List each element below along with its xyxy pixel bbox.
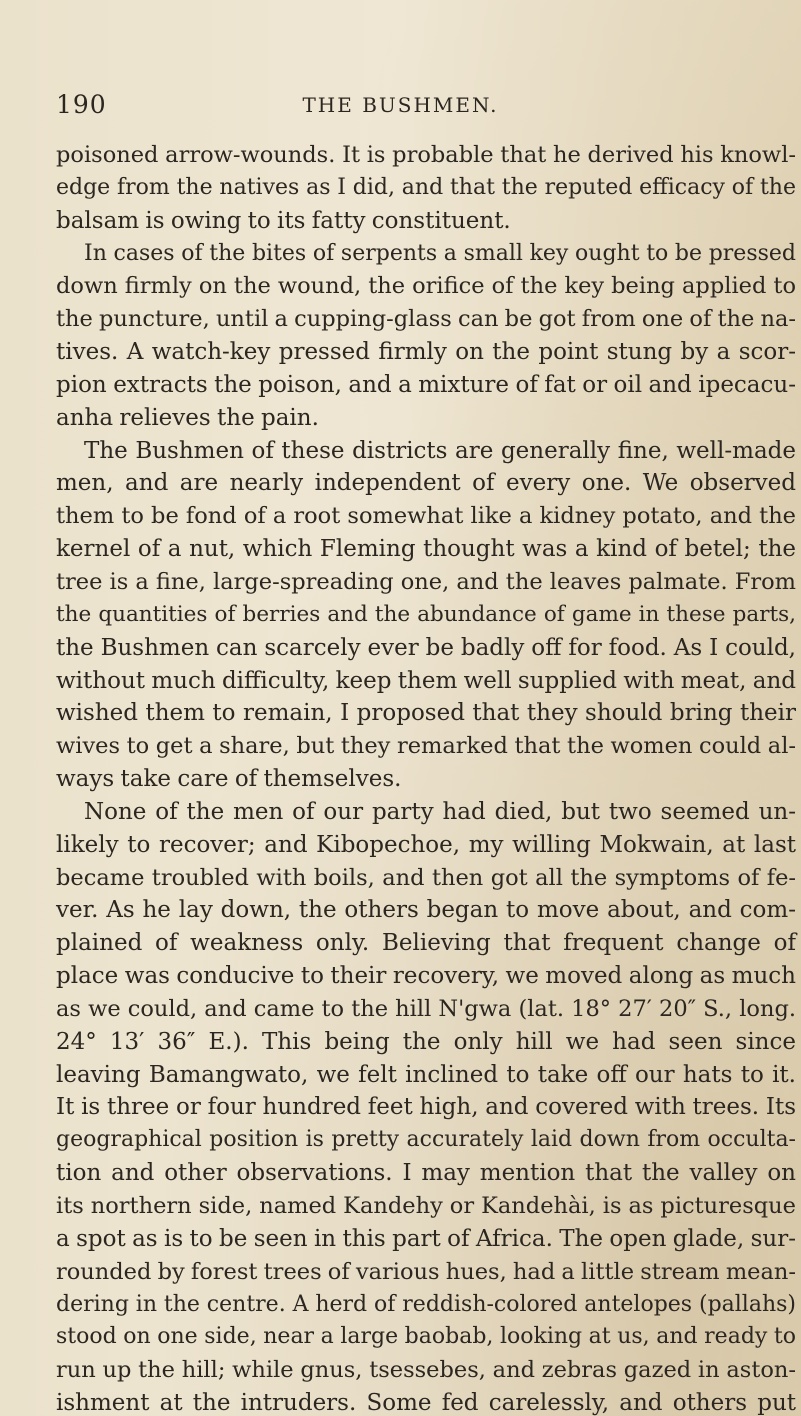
text-line: None of the men of our party had died, but two seemed un- <box>84 798 796 825</box>
text-line: likely to recover; and Kibopechoe, my willing Mokwain, at last <box>56 831 796 858</box>
page-number: 190 <box>56 90 107 119</box>
text-line: plained of weakness only. Believing that frequent change of <box>56 930 796 957</box>
text-line: down firmly on the wound, the orifice of the key being applied to <box>56 273 796 300</box>
text-line: edge from the natives as I did, and that the reputed efficacy of the <box>56 174 796 200</box>
text-line: pion extracts the poison, and a mixture of fat or oil and ipecacu- <box>56 371 796 398</box>
text-line: geographical position is pretty accurately laid down from occulta- <box>56 1127 796 1153</box>
text-line: place was conducive to their recovery, we moved along as much <box>56 963 796 990</box>
text-line: In cases of the bites of serpents a small key ought to be pressed <box>84 240 796 266</box>
text-line: ishment at the intruders. Some fed carelessly, and others put <box>56 1390 796 1416</box>
text-line: leaving Bamangwato, we felt inclined to take off our hats to it. <box>56 1061 796 1088</box>
body-text <box>56 139 796 1416</box>
text-line: run up the hill; while gnus, tsessebes, and zebras gazed in aston- <box>56 1357 796 1384</box>
text-line: its northern side, named Kandehy or Kandehài, is as picturesque <box>56 1193 796 1219</box>
text-line: as we could, and came to the hill N'gwa (lat. 18° 27′ 20″ S., long. <box>56 995 796 1022</box>
text-line: wives to get a share, but they remarked that the women could al- <box>56 733 796 760</box>
text-line: stood on one side, near a large baobab, looking at us, and ready to <box>56 1324 796 1350</box>
text-line: without much difficulty, keep them well supplied with meat, and <box>56 667 796 694</box>
text-line: became troubled with boils, and then got all the symptoms of fe- <box>56 864 796 891</box>
text-line: ways take care of themselves. <box>56 766 402 793</box>
text-line: ver. As he lay down, the others began to move about, and com- <box>56 897 796 924</box>
text-line: wished them to remain, I proposed that they should bring their <box>56 700 796 727</box>
text-line: the quantities of berries and the abundance of game in these parts, <box>56 601 796 627</box>
text-line: anha relieves the pain. <box>56 404 319 431</box>
text-line: dering in the centre. A herd of reddish-colored antelopes (pallahs) <box>56 1291 796 1317</box>
text-line: tree is a fine, large-spreading one, and the leaves palmate. From <box>56 568 796 595</box>
text-line: poisoned arrow-wounds. It is probable that he derived his knowl- <box>56 142 796 168</box>
text-line: It is three or four hundred feet high, and covered with trees. Its <box>56 1094 796 1121</box>
text-line: tion and other observations. I may mention that the valley on <box>56 1160 796 1187</box>
text-line: The Bushmen of these districts are generally fine, well-made <box>84 437 796 464</box>
running-head <box>0 90 801 122</box>
text-line: the Bushmen can scarcely ever be badly off for food. As I could, <box>56 634 796 661</box>
text-line: balsam is owing to its fatty constituent. <box>56 207 511 234</box>
text-line: 24° 13′ 36″ E.). This being the only hill we had seen since <box>56 1028 796 1055</box>
text-line: the puncture, until a cupping-glass can be got from one of the na- <box>56 306 796 333</box>
text-line: them to be fond of a root somewhat like a kidney potato, and the <box>56 503 796 530</box>
text-line: rounded by forest trees of various hues, had a little stream mean- <box>56 1258 796 1285</box>
text-line: a spot as is to be seen in this part of Africa. The open glade, sur- <box>56 1225 796 1252</box>
running-title: THE BUSHMEN. <box>302 93 499 117</box>
text-line: kernel of a nut, which Fleming thought was a kind of betel; the <box>56 536 796 563</box>
text-line: tives. A watch-key pressed firmly on the point stung by a scor- <box>56 339 796 366</box>
text-line: men, and are nearly independent of every one. We observed <box>56 470 796 497</box>
